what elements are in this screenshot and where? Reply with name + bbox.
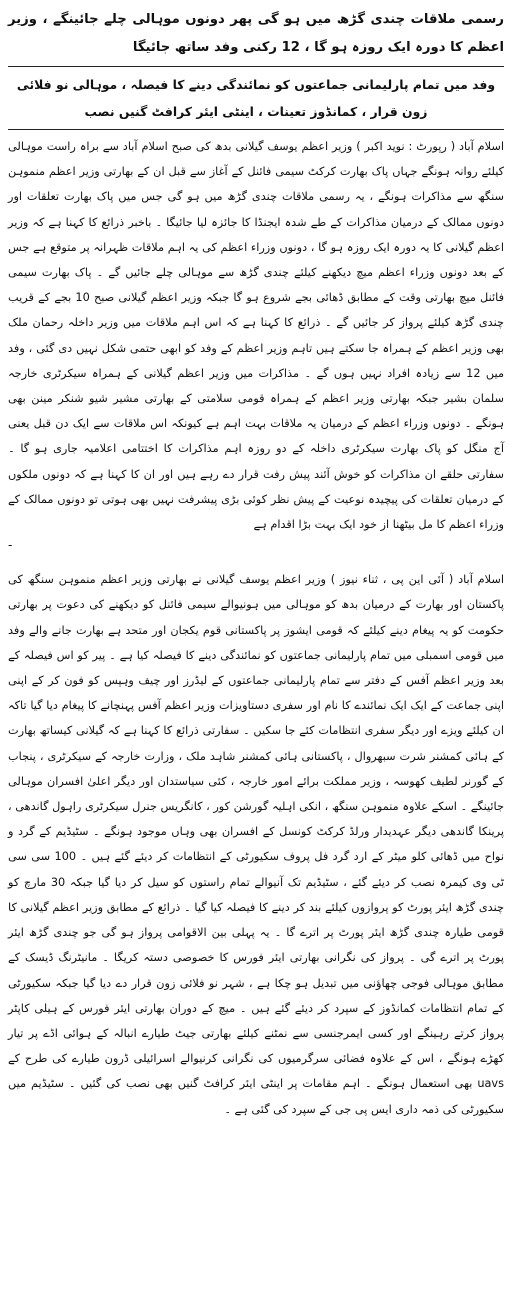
headline-divider (8, 66, 504, 67)
article-paragraph-2: اسلام آباد ( آئی این پی ، ثناء نیوز ) وزیر اعظم یوسف گیلانی نے بھارتی وزیر اعظم منموہن سنگھ کی پاکستان اور بھارت کے درمیان بدھ کو موہالی میں ہونیوالے سیمی فائنل کو دیکھنے کی دعوت پر بھارتی حکومت کو یہ پیغام دینے کیلئے کہ قومی ایشوز پر پاکستانی قوم یکجان اور متحد ہے بھارت جانے والے وفد میں قومی اسمبلی میں تمام پارلیمانی جماعتوں کو نمائندگی دینے کا فیصلہ کیا ہے ۔ پیر کو اس فیصلہ کے بعد وزیر اعظم آفس کے دفتر سے تمام پارلیمانی جماعتوں کے لیڈرز اور چیف وہپس کو فون کر کے اپنی اپنی جماعت کے ایک ایک نمائندے کا نام اور سفری دستاویزات وزیر اعظم آفس پہنچانے کا پیغام دیا گیا تاکہ ان کیلئے ویزے اور دیگر سفری انتظامات کئے جا سکیں ۔ سفارتی ذرائع کا کہنا ہے کہ گیلانی کیساتھ بھارت کے ہائی کمشنر شرت سبھروال ، پاکستانی ہائی کمشنر شاہد ملک ، وزارت خارجہ کے سیکرٹری ، پنجاب کے گورنر لطیف کھوسہ ، وزیر مملکت برائے امور خارجہ ، کئی سیاستدان اور دیگر اعلیٰ افسران موہالی جائینگے ۔ اسکے علاوہ منموہن سنگھ ، انکی اہلیہ گورشن کور ، کانگریس جنرل سیکرٹری راہول گاندھی ، پرینکا گاندھی دیگر عہدیدار ورلڈ کرکٹ کونسل کے افسران بھی وہاں موجود ہونگے ۔ سٹیڈیم کے گرد و نواح میں ڈھائی کلو میٹر کے ارد گرد فل پروف سکیورٹی کے انتظامات کر دیئے گئے ہیں ۔ 100 سی سی ٹی وی کیمرہ نصب کر دیئے گئے ، سٹیڈیم تک آنیوالے تمام راستوں کو سیل کر دیا گیا جبکہ 30 مارچ کو چندی گڑھ ایئر پورٹ کو پروازوں کیلئے بند کر دینے کا فیصلہ کیا گیا ۔ ذرائع کے مطابق وزیر اعظم گیلانی کا قومی طیارہ چندی گڑھ ایئر پورٹ پر اترے گا ۔ یہ پہلی بین الاقوامی پرواز ہو گی جو چندی گڑھ ایئر پورٹ پر اترے گی ۔ پرواز کی نگرانی بھارتی ایئر فورس کا خصوصی دستہ کریگا ۔ مانیٹرنگ ڈیسک کے مطابق موہالی فوجی چھاؤنی میں تبدیل ہو چکا ہے ، شہر نو فلائی زون قرار دے دیا گیا جبکہ سکیورٹی کے تمام انتظامات کمانڈوز کے سپرد کر دیئے گئے ہیں ۔ میچ کے دوران بھارتی ایئر فورس کے ہیلی کاپٹر پرواز کرتے رہینگے اور کسی ایمرجنسی سے نمٹنے کیلئے بھارتی جیٹ طیارے انبالہ کے ہوائی اڈے پر تیار کھڑے ہونگے ، اس کے علاوہ فضائی سرگرمیوں کی نگرانی کرنیوالے اسرائیلی ڈرون طیارے کی طرح کے uavs بھی استعمال ہونگے ۔ اہم مقامات پر اینٹی ایئر کرافٹ گنیں بھی نصب کی گئیں ۔ سٹیڈیم میں سکیورٹی کی ذمہ داری ایس پی جی کے سپرد کی گئی ہے ۔ (8, 573, 505, 1116)
article-headline: رسمی ملاقات چندی گڑھ میں ہو گی پھر دونوں موہالی چلے جائینگے ، وزیر اعظم کا دورہ ایک روزہ ہو گا ، 12 رکنی وفد ساتھ جائیگا (8, 12, 504, 55)
article-paragraph-1: اسلام آباد ( رپورٹ : نوید اکبر ) وزیر اعظم یوسف گیلانی بدھ کی صبح اسلام آباد سے براہ راست موہالی کیلئے روانہ ہونگے جہاں پاک بھارت کرکٹ سیمی فائنل کے آغاز سے قبل ان کے بھارتی وزیر اعظم منموہن سنگھ سے مذاکرات ہونگے ، یہ رسمی ملاقات چندی گڑھ میں ہو گی جس میں پاک بھارت تعلقات اور دونوں ممالک کے درمیان مذاکرات کے طے شدہ ایجنڈا کا جائزہ لیا جائیگا ۔ باخبر ذرائع کا کہنا ہے کہ وزیر اعظم گیلانی کا یہ دورہ ایک روزہ ہو گا ، دونوں وزراء اعظم کی یہ اہم ملاقات ظہرانہ پر متوقع ہے جس کے بعد دونوں وزراء اعظم میچ دیکھنے کیلئے چندی گڑھ سے موہالی چلے جائیں گے ۔ پاک بھارت سیمی فائنل میچ بھارتی وقت کے مطابق ڈھائی بجے شروع ہو گا جبکہ وزیر اعظم گیلانی صبح 10 بجے کے قریب چندی گڑھ کیلئے پرواز کر جائیں گے ۔ ذرائع کا کہنا ہے کہ اس اہم ملاقات میں وزیر داخلہ رحمان ملک بھی وزیر اعظم کے ہمراہ جا سکتے ہیں تاہم وزیر اعظم کے وفد کو ابھی حتمی شکل نہیں دی گئی ، وفد میں 12 سے زیادہ افراد نہیں ہوں گے ۔ مذاکرات میں وزیر اعظم گیلانی کے ہمراہ سیکرٹری خارجہ سلمان بشیر جبکہ بھارتی وزیر اعظم کے ہمراہ قومی سلامتی کے بھارتی مشیر شیو شنکر مینن بھی ہونگے ۔ دونوں وزراء اعظم کے درمیان یہ ملاقات بہت اہم ہے کیونکہ اس ملاقات سے ایک دن قبل یعنی آج منگل کو پاک بھارت سیکرٹری داخلہ کے دو روزہ اہم مذاکرات کا اختتامی اعلامیہ جاری ہو گا ۔ سفارتی حلقے ان مذاکرات کو خوش آئند پیش رفت قرار دے رہے ہیں اور ان کا کہنا ہے کہ دونوں ملکوں کے درمیان تعلقات کی پیچیدہ نوعیت کے پیش نظر کوئی بڑی پیشرفت نہیں بھی ہوتی تو دونوں ممالک کے وزراء اعظم کا مل بیٹھنا از خود ایک بہت بڑا اقدام ہے (8, 140, 504, 532)
paragraph-end-mark: - (8, 538, 13, 553)
subheadline-divider (8, 129, 504, 130)
article-subheadline: وفد میں تمام پارلیمانی جماعتوں کو نمائندگی دینے کا فیصلہ ، موہالی نو فلائی زون قرار ، کمانڈوز تعینات ، اینٹی ایئر کرافٹ گنیں نصب (16, 77, 496, 119)
